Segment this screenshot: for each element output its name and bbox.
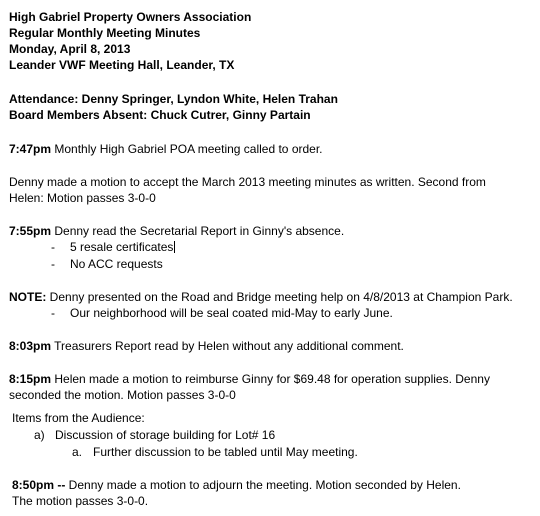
entry-time: 7:47pm bbox=[9, 142, 52, 156]
meeting-location: Leander VWF Meeting Hall, Leander, TX bbox=[9, 58, 235, 72]
motion-minutes-line2: Helen: Motion passes 3-0-0 bbox=[9, 191, 156, 205]
entry-text: Denny read the Secretarial Report in Ginny's absence. bbox=[51, 224, 345, 238]
bullet-dash: - bbox=[51, 257, 55, 271]
audience-item-marker: a) bbox=[34, 428, 45, 442]
entry-time: 7:55pm bbox=[9, 224, 52, 238]
entry-time: 8:15pm bbox=[9, 372, 52, 386]
audience-heading: Items from the Audience: bbox=[12, 411, 145, 425]
entry-adjourn bbox=[12, 478, 461, 492]
meeting-date: Monday, April 8, 2013 bbox=[9, 42, 131, 56]
text-cursor bbox=[174, 241, 175, 253]
attendance-absent: Board Members Absent: Chuck Cutrer, Ginny Partain bbox=[9, 108, 311, 122]
entry-text: Denny made a motion to adjourn the meeting. Motion seconded by Helen. bbox=[65, 478, 461, 492]
audience-sub-item: Further discussion to be tabled until May meeting. bbox=[93, 445, 358, 459]
bullet-acc-requests: No ACC requests bbox=[70, 257, 163, 271]
note-road-bridge bbox=[9, 290, 513, 304]
entry-text: Helen made a motion to reimburse Ginny for $69.48 for operation supplies. Denny bbox=[51, 372, 490, 386]
entry-adjourn-line2: The motion passes 3-0-0. bbox=[12, 494, 149, 508]
entry-reimburse-motion bbox=[9, 372, 490, 386]
audience-item: Discussion of storage building for Lot# 16 bbox=[55, 428, 276, 442]
entry-time: 8:50pm -- bbox=[12, 478, 66, 492]
entry-text: Treasurers Report read by Helen without any additional comment. bbox=[51, 339, 404, 353]
note-text: Denny presented on the Road and Bridge meeting help on 4/8/2013 at Champion Park. bbox=[46, 290, 513, 304]
bullet-seal-coat: Our neighborhood will be seal coated mid-May to early June. bbox=[70, 306, 393, 320]
audience-sub-marker: a. bbox=[72, 445, 83, 459]
bullet-resale-certificates: 5 resale certificates bbox=[70, 240, 174, 254]
entry-text: Monthly High Gabriel POA meeting called to order. bbox=[51, 142, 323, 156]
entry-secretarial-report bbox=[9, 224, 344, 238]
entry-reimburse-motion-line2: seconded the motion. Motion passes 3-0-0 bbox=[9, 388, 236, 402]
bullet-dash: - bbox=[51, 306, 55, 320]
entry-call-to-order bbox=[9, 142, 323, 156]
attendance-present: Attendance: Denny Springer, Lyndon White, Helen Trahan bbox=[9, 92, 338, 106]
note-label: NOTE: bbox=[9, 290, 47, 304]
bullet-dash: - bbox=[51, 240, 55, 254]
entry-treasurers-report bbox=[9, 339, 404, 353]
entry-time: 8:03pm bbox=[9, 339, 52, 353]
meeting-title: Regular Monthly Meeting Minutes bbox=[9, 26, 201, 40]
motion-minutes-line1: Denny made a motion to accept the March 2013 meeting minutes as written. Second from bbox=[9, 175, 486, 189]
org-name: High Gabriel Property Owners Association bbox=[9, 10, 252, 24]
